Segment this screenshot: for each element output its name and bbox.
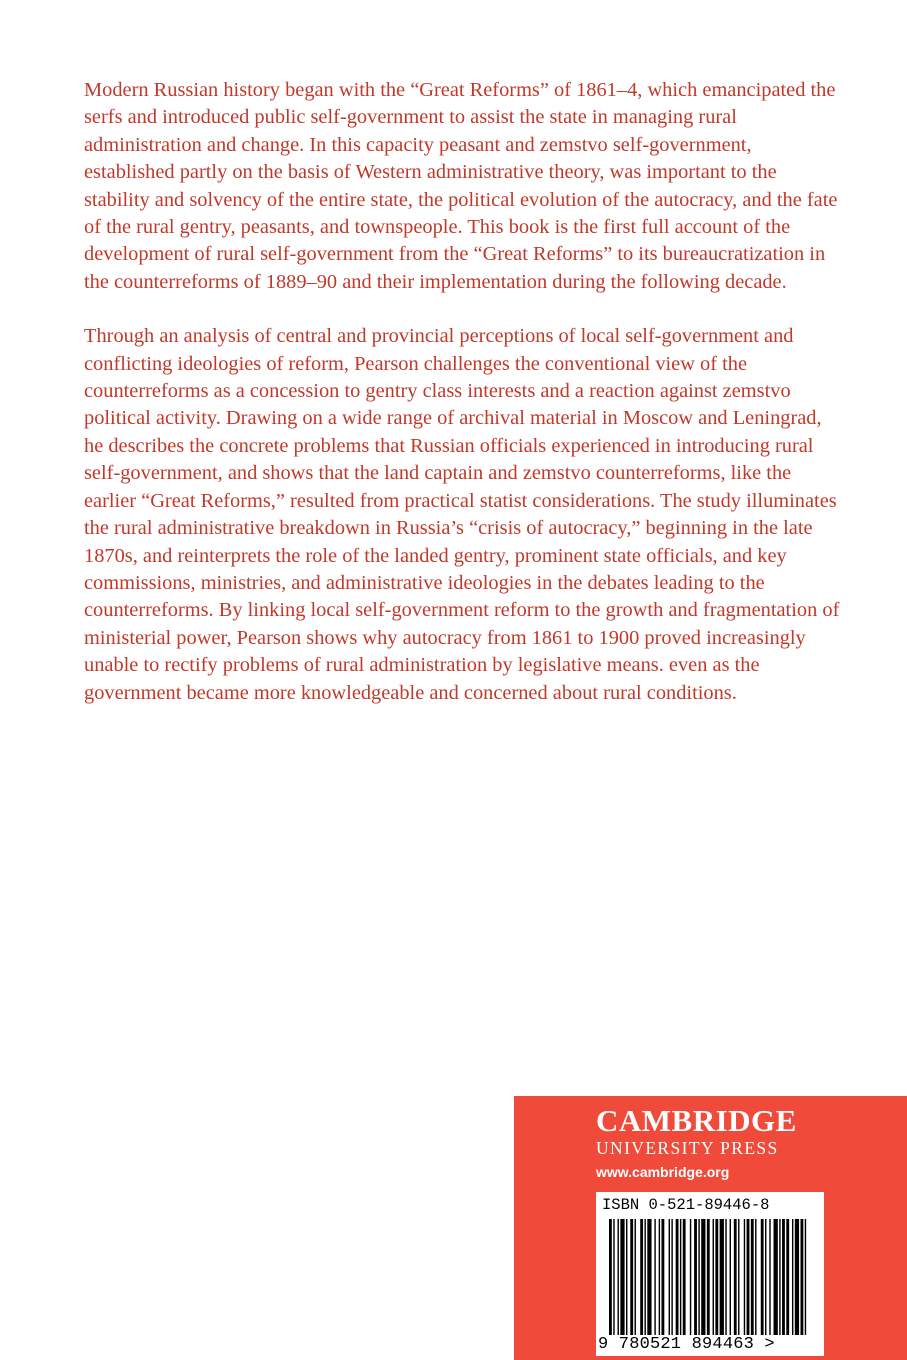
barcode-bars [609,1219,809,1335]
ean-digits: 9 780521 894463 > [598,1335,775,1354]
blurb-paragraph-2: Through an analysis of central and provincial perceptions of local self-government and conflicting ideologies of reform, Pearson challenges the conventional view of the counterreforms as a concession to gentry class interests and a reaction against zemstvo political activity. Drawing on a wide range of archival material in Moscow and Leningrad, he describes the concrete problems that Russian officials experienced in introducing rural self-government, and shows that the land captain and zemstvo counterreforms, like the earlier “Great Reforms,” resulted from practical statist considerations. The study illuminates the rural administrative breakdown in Russia’s “crisis of autocracy,” beginning in the late 1870s, and reinterprets the role of the landed gentry, prominent state officials, and key commissions, ministries, and administrative ideologies in the debates leading to the counterreforms. By linking local self-government reform to the growth and fragmentation of ministerial power, Pearson shows why autocracy from 1861 to 1900 proved increasingly unable to rectify problems of rural administration by legislative means. even as the government became more knowledgeable and concerned about rural conditions. [84,325,840,704]
back-cover-blurb [84,77,844,707]
publisher-logo-subtitle: UNIVERSITY PRESS [596,1138,779,1158]
barcode-box [596,1192,824,1356]
publisher-logo-name: CAMBRIDGE [596,1103,797,1138]
publisher-url: www.cambridge.org [596,1164,730,1180]
isbn-label: ISBN 0-521-89446-8 [602,1196,770,1214]
blurb-paragraph-1: Modern Russian history began with the “Great Reforms” of 1861–4, which emancipated the serfs and introduced public self-government to assist the state in managing rural administration and change. In this capacity peasant and zemstvo self-government, established partly on the basis of Western administrative theory, was important to the stability and solvency of the entire state, the political evolution of the autocracy, and the fate of the rural gentry, peasants, and townspeople. This book is the first full account of the development of rural self-government from the “Great Reforms” to its bureaucratization in the counterreforms of 1889–90 and their implementation during the following decade. [84,79,838,293]
publisher-panel [514,1096,907,1360]
